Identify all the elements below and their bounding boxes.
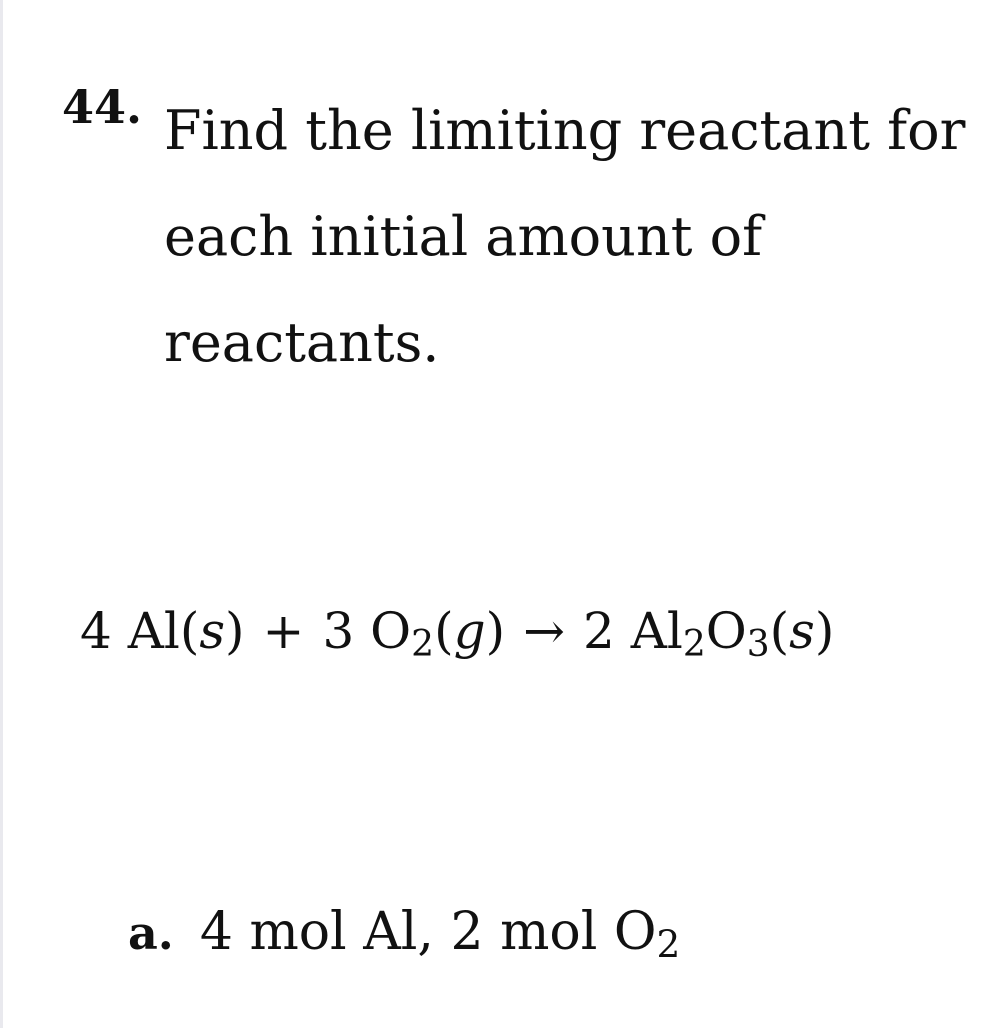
- paren-open: (: [434, 602, 454, 660]
- question-line-2: each initial amount of: [164, 205, 763, 268]
- state-solid: s: [199, 602, 226, 660]
- subscript-o2: 2: [411, 623, 435, 665]
- chemical-equation: [80, 602, 835, 665]
- question-line-3: reactants.: [164, 311, 440, 374]
- part-subscript: 2: [656, 922, 681, 967]
- paren-close: ): [225, 602, 245, 660]
- coefficient-product: 2: [583, 602, 615, 660]
- symbol-al: Al: [127, 602, 180, 660]
- part-label: a.: [128, 906, 174, 960]
- coefficient-al: 4: [80, 602, 112, 660]
- reactant-aluminum: [80, 602, 245, 660]
- subscript-al2: 2: [682, 623, 706, 665]
- problem-question: [164, 78, 966, 396]
- reaction-arrow-icon: →: [523, 602, 566, 660]
- plus-sign: +: [262, 602, 305, 660]
- coefficient-o2: 3: [322, 602, 355, 660]
- paren-close: ): [814, 602, 835, 660]
- part-text: 4 mol Al, 2 mol O: [199, 902, 657, 962]
- paren-open: (: [769, 602, 790, 660]
- paren-open: (: [179, 602, 200, 660]
- symbol-o: O: [370, 602, 412, 660]
- symbol-al: Al: [630, 602, 683, 660]
- problem-number: 44.: [62, 80, 143, 134]
- page-left-edge: [0, 0, 3, 1028]
- part-a: [128, 902, 681, 967]
- product-aluminum-oxide: [583, 602, 835, 665]
- subscript-o3: 3: [746, 623, 770, 665]
- question-line-1: Find the limiting reactant for: [164, 99, 966, 162]
- symbol-o: O: [705, 602, 747, 660]
- state-solid: s: [789, 602, 815, 660]
- state-gas: g: [453, 602, 486, 660]
- paren-close: ): [485, 602, 506, 660]
- reactant-oxygen: [322, 602, 506, 665]
